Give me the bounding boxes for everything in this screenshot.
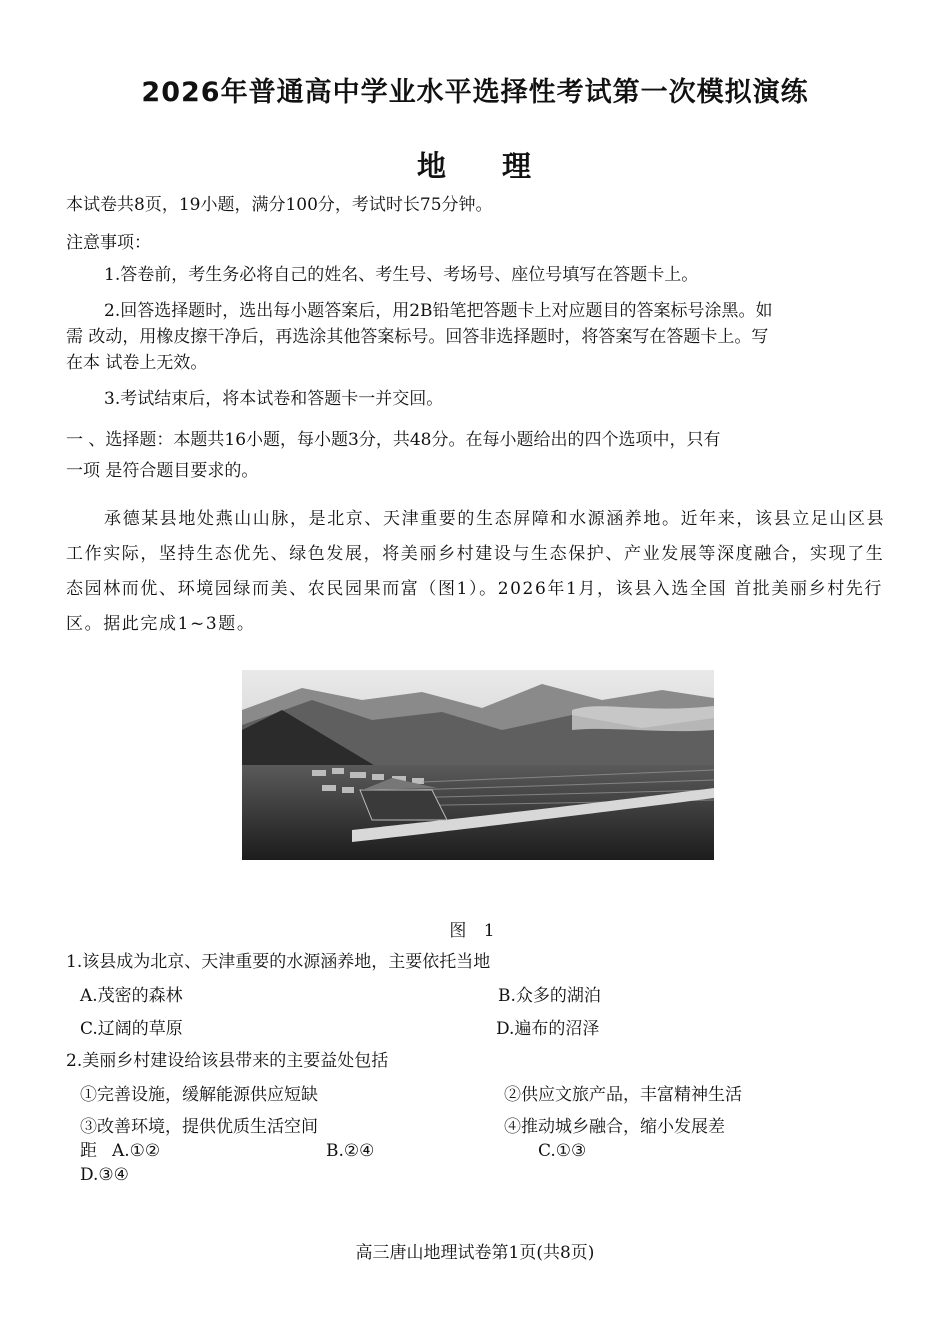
section-heading-line-1: 一 、选择题：本题共16小题，每小题3分，共48分。在每小题给出的四个选项中，只有	[66, 430, 721, 450]
notice-item-3: 3.考试结束后，将本试卷和答题卡一并交回。	[104, 389, 444, 409]
question-2-statement-1: ①完善设施，缓解能源供应短缺	[80, 1085, 318, 1105]
notice-item-1: 1.答卷前，考生务必将自己的姓名、考生号、考场号、座位号填写在答题卡上。	[104, 265, 699, 285]
reading-passage: 承德某县地处燕山山脉，是北京、天津重要的生态屏障和水源涵养地。近年来，该县立足山区县工作实际，坚持生态优先、绿色发展，将美丽乡村建设与生态保护、产业发展等深度融合，实现了生态园林而优、环境园绿而美、农民园果而富（图1）。2026年1月，该县入选全国 首批美丽乡村先行区。据此完成1~3题。	[66, 509, 886, 634]
question-2-stem: 2.美丽乡村建设给该县带来的主要益处包括	[66, 1051, 389, 1071]
figure-1-caption: 图 1	[449, 921, 501, 941]
notice-item-2-line-1: 2.回答选择题时，选出每小题答案后，用2B铅笔把答题卡上对应题目的答案标号涂黑。如	[104, 301, 773, 321]
figure-1-landscape-photo	[242, 670, 714, 860]
notice-item-2-line-2: 需 改动，用橡皮擦干净后，再选涂其他答案标号。回答非选择题时，将答案写在答题卡上。写	[66, 327, 769, 347]
question-2-statement-4-continued: 距	[80, 1141, 97, 1161]
question-2-option-b: B.②④	[326, 1141, 375, 1161]
question-2-option-c: C.①③	[538, 1141, 587, 1161]
subject-char-1: 地	[416, 149, 448, 183]
question-2-option-d: D.③④	[80, 1165, 129, 1185]
exam-title: 2026年普通高中学业水平选择性考试第一次模拟演练	[141, 77, 809, 108]
subject-title	[0, 144, 950, 185]
notice-item-2-line-3: 在本 试卷上无效。	[66, 353, 208, 373]
question-1-option-a: A.茂密的森林	[80, 986, 183, 1006]
section-heading-line-2: 一项 是符合题目要求的。	[66, 461, 259, 481]
question-2-statement-4: ④推动城乡融合，缩小发展差	[504, 1117, 725, 1137]
question-1-stem: 1.该县成为北京、天津重要的水源涵养地，主要依托当地	[66, 952, 491, 972]
notice-heading: 注意事项：	[66, 233, 151, 253]
question-2-statement-3: ③改善环境，提供优质生活空间	[80, 1117, 318, 1137]
subject-char-2: 理	[502, 149, 534, 183]
question-2-statement-2: ②供应文旅产品，丰富精神生活	[504, 1085, 742, 1105]
question-2-option-a: A.①②	[112, 1141, 161, 1161]
exam-summary: 本试卷共8页，19小题，满分100分，考试时长75分钟。	[66, 195, 493, 215]
page-footer: 高三唐山地理试卷第1页(共8页)	[355, 1243, 595, 1263]
question-1-option-d: D.遍布的沼泽	[496, 1019, 600, 1039]
question-1-option-c: C.辽阔的草原	[80, 1019, 183, 1039]
question-1-option-b: B.众多的湖泊	[498, 986, 601, 1006]
